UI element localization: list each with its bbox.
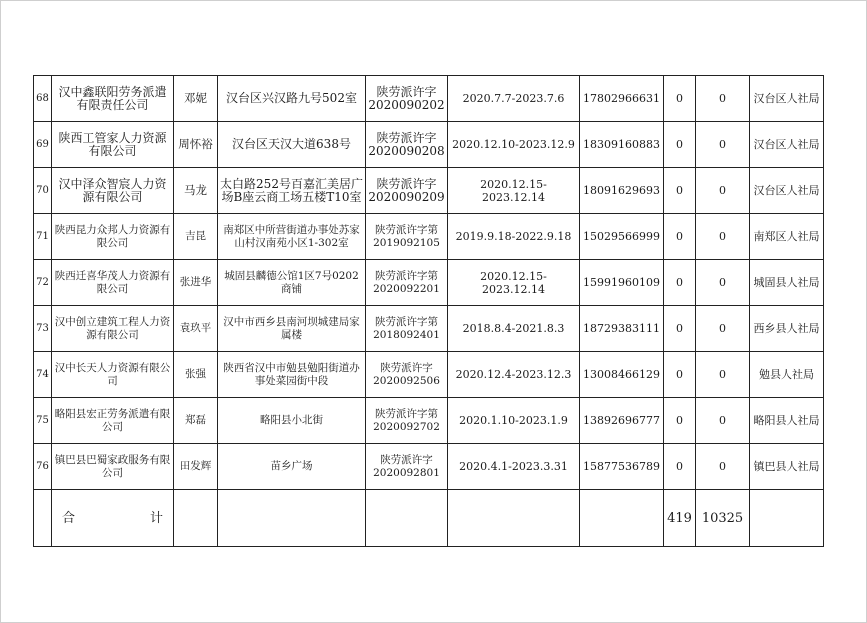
total-blank xyxy=(174,490,218,547)
company-name: 汉中创立建筑工程人力资源有限公司 xyxy=(52,306,174,352)
legal-person: 张进华 xyxy=(174,260,218,306)
validity-period: 2020.12.15-2023.12.14 xyxy=(448,260,580,306)
row-number: 68 xyxy=(34,76,52,122)
registry-table xyxy=(33,75,824,547)
license-number: 陕劳派许字第2018092401 xyxy=(366,306,448,352)
count-a: 0 xyxy=(664,444,696,490)
phone-number: 17802966631 xyxy=(580,76,664,122)
validity-period: 2020.7.7-2023.7.6 xyxy=(448,76,580,122)
count-b: 0 xyxy=(696,260,750,306)
count-b: 0 xyxy=(696,214,750,260)
table-row xyxy=(34,168,824,214)
issuing-authority: 西乡县人社局 xyxy=(750,306,824,352)
license-number: 陕劳派许字2020090208 xyxy=(366,122,448,168)
count-b: 0 xyxy=(696,398,750,444)
row-number: 73 xyxy=(34,306,52,352)
table-row xyxy=(34,122,824,168)
company-name: 汉中长天人力资源有限公司 xyxy=(52,352,174,398)
issuing-authority: 汉台区人社局 xyxy=(750,122,824,168)
phone-number: 18729383111 xyxy=(580,306,664,352)
table-row xyxy=(34,306,824,352)
total-blank xyxy=(366,490,448,547)
count-b: 0 xyxy=(696,352,750,398)
legal-person: 马龙 xyxy=(174,168,218,214)
table-row xyxy=(34,214,824,260)
legal-person: 袁玖平 xyxy=(174,306,218,352)
count-a: 0 xyxy=(664,352,696,398)
address: 苗乡广场 xyxy=(218,444,366,490)
total-blank xyxy=(580,490,664,547)
address: 汉中市西乡县南河坝城建局家属楼 xyxy=(218,306,366,352)
issuing-authority: 勉县人社局 xyxy=(750,352,824,398)
total-count-a: 419 xyxy=(664,490,696,547)
legal-person: 田发辉 xyxy=(174,444,218,490)
count-a: 0 xyxy=(664,214,696,260)
company-name: 陕西工管家人力资源有限公司 xyxy=(52,122,174,168)
address: 太白路252号百嘉汇美居广场B座云商工场五楼T10室 xyxy=(218,168,366,214)
row-number: 74 xyxy=(34,352,52,398)
company-name: 镇巴县巴蜀家政服务有限公司 xyxy=(52,444,174,490)
license-number: 陕劳派许字第2019092105 xyxy=(366,214,448,260)
count-b: 0 xyxy=(696,168,750,214)
validity-period: 2020.12.15-2023.12.14 xyxy=(448,168,580,214)
issuing-authority: 略阳县人社局 xyxy=(750,398,824,444)
license-number: 陕劳派许字第2020092702 xyxy=(366,398,448,444)
total-blank-no xyxy=(34,490,52,547)
license-number: 陕劳派许字第2020092201 xyxy=(366,260,448,306)
count-a: 0 xyxy=(664,260,696,306)
total-blank xyxy=(218,490,366,547)
validity-period: 2020.1.10-2023.1.9 xyxy=(448,398,580,444)
total-label xyxy=(52,490,174,547)
legal-person: 吉昆 xyxy=(174,214,218,260)
phone-number: 13892696777 xyxy=(580,398,664,444)
validity-period: 2019.9.18-2022.9.18 xyxy=(448,214,580,260)
phone-number: 18091629693 xyxy=(580,168,664,214)
license-number: 陕劳派许字2020090209 xyxy=(366,168,448,214)
row-number: 72 xyxy=(34,260,52,306)
license-number: 陕劳派许字2020090202 xyxy=(366,76,448,122)
total-label-right: 计 xyxy=(149,510,163,526)
phone-number: 15877536789 xyxy=(580,444,664,490)
issuing-authority: 南郑区人社局 xyxy=(750,214,824,260)
table-body xyxy=(34,76,824,547)
address: 城固县麟德公馆1区7号0202商铺 xyxy=(218,260,366,306)
row-number: 76 xyxy=(34,444,52,490)
license-number: 陕劳派许字2020092801 xyxy=(366,444,448,490)
company-name: 汉中泽众智宸人力资源有限公司 xyxy=(52,168,174,214)
company-name: 汉中鑫联阳劳务派遣有限责任公司 xyxy=(52,76,174,122)
total-count-b: 10325 xyxy=(696,490,750,547)
legal-person: 邓妮 xyxy=(174,76,218,122)
table-row xyxy=(34,260,824,306)
total-label-left: 合 xyxy=(62,510,76,526)
phone-number: 18309160883 xyxy=(580,122,664,168)
count-a: 0 xyxy=(664,168,696,214)
count-a: 0 xyxy=(664,398,696,444)
address: 略阳县小北街 xyxy=(218,398,366,444)
table-row xyxy=(34,444,824,490)
count-b: 0 xyxy=(696,76,750,122)
issuing-authority: 汉台区人社局 xyxy=(750,168,824,214)
issuing-authority: 镇巴县人社局 xyxy=(750,444,824,490)
count-b: 0 xyxy=(696,306,750,352)
row-number: 69 xyxy=(34,122,52,168)
table-row xyxy=(34,398,824,444)
address: 陕西省汉中市勉县勉阳街道办事处菜园街中段 xyxy=(218,352,366,398)
total-row xyxy=(34,490,824,547)
table-row xyxy=(34,76,824,122)
issuing-authority: 汉台区人社局 xyxy=(750,76,824,122)
phone-number: 15991960109 xyxy=(580,260,664,306)
legal-person: 郑磊 xyxy=(174,398,218,444)
legal-person: 张强 xyxy=(174,352,218,398)
validity-period: 2018.8.4-2021.8.3 xyxy=(448,306,580,352)
license-number: 陕劳派许字2020092506 xyxy=(366,352,448,398)
total-blank xyxy=(750,490,824,547)
address: 汉台区兴汉路九号502室 xyxy=(218,76,366,122)
company-name: 略阳县宏正劳务派遣有限公司 xyxy=(52,398,174,444)
count-a: 0 xyxy=(664,122,696,168)
count-b: 0 xyxy=(696,444,750,490)
address: 汉台区天汉大道638号 xyxy=(218,122,366,168)
legal-person: 周怀裕 xyxy=(174,122,218,168)
row-number: 71 xyxy=(34,214,52,260)
validity-period: 2020.12.4-2023.12.3 xyxy=(448,352,580,398)
count-a: 0 xyxy=(664,76,696,122)
company-name: 陕西迁喜华茂人力资源有限公司 xyxy=(52,260,174,306)
total-blank xyxy=(448,490,580,547)
company-name: 陕西昆力众邦人力资源有限公司 xyxy=(52,214,174,260)
table-row xyxy=(34,352,824,398)
count-b: 0 xyxy=(696,122,750,168)
phone-number: 13008466129 xyxy=(580,352,664,398)
validity-period: 2020.4.1-2023.3.31 xyxy=(448,444,580,490)
validity-period: 2020.12.10-2023.12.9 xyxy=(448,122,580,168)
count-a: 0 xyxy=(664,306,696,352)
phone-number: 15029566999 xyxy=(580,214,664,260)
issuing-authority: 城固县人社局 xyxy=(750,260,824,306)
row-number: 70 xyxy=(34,168,52,214)
address: 南郑区中所营街道办事处苏家山村汉南苑小区1-302室 xyxy=(218,214,366,260)
row-number: 75 xyxy=(34,398,52,444)
